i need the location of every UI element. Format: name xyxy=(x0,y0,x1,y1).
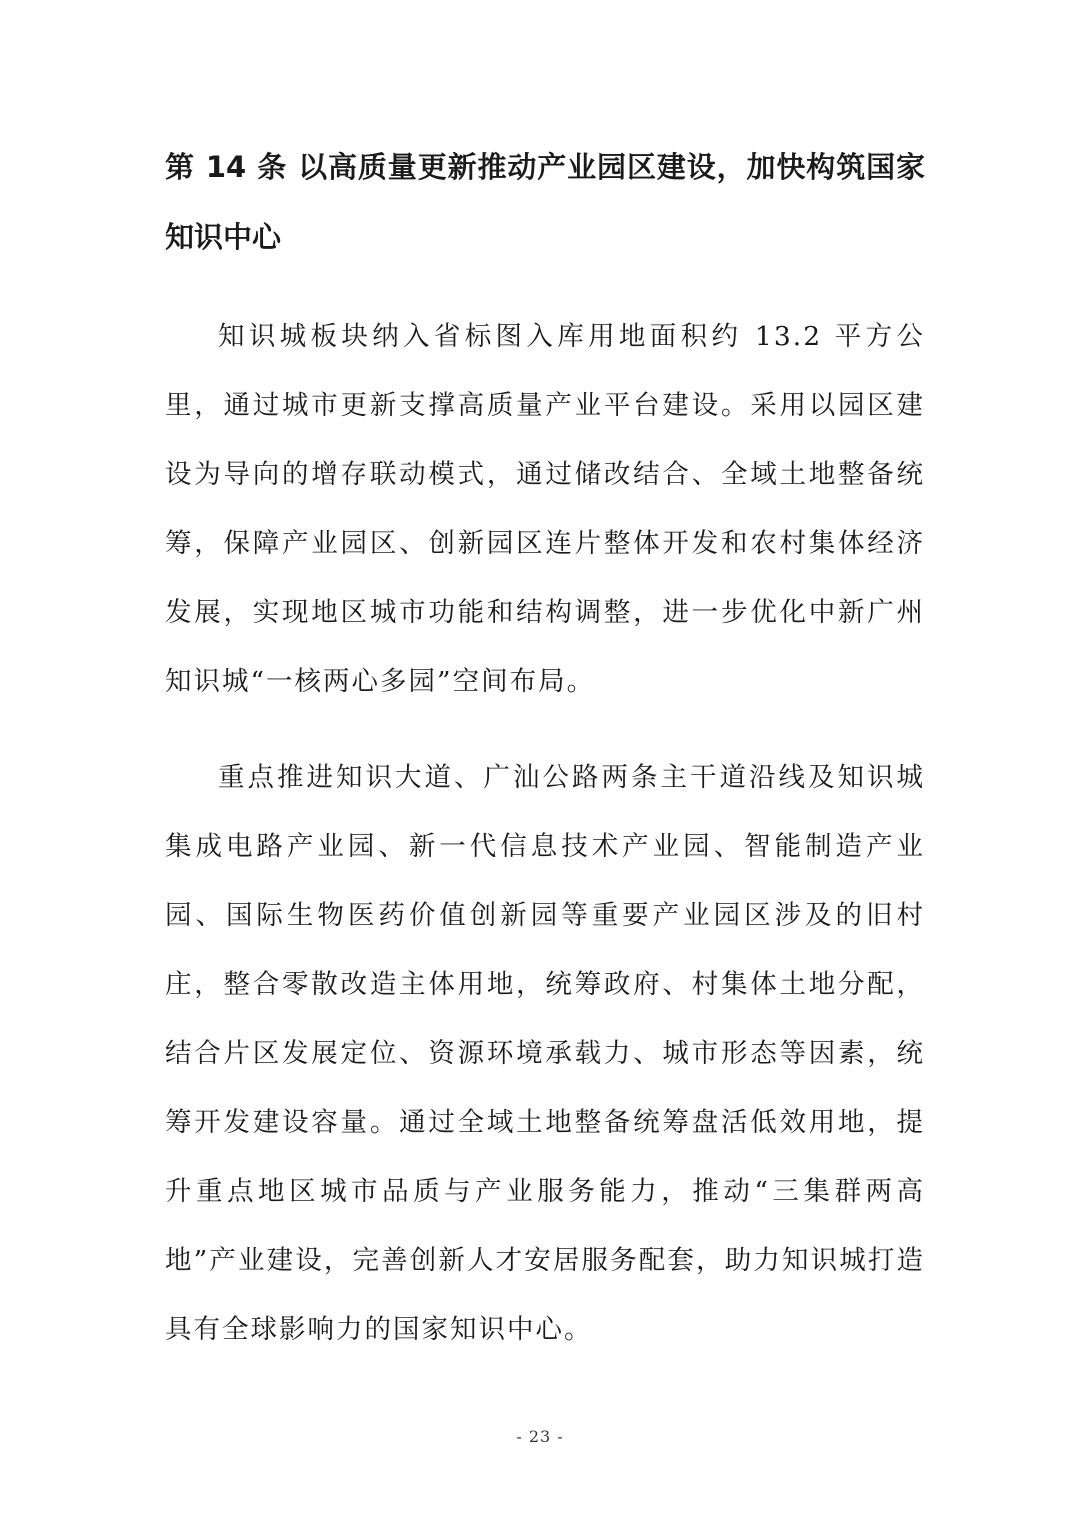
paragraph-land-area: 知识城板块纳入省标图入库用地面积约 13.2 平方公里，通过城市更新支撑高质量产业平台建设。采用以园区建设为导向的增存联动模式，通过储改结合、全域土地整备统筹，保障产业园区、创新园区连片整体开发和农村集体经济发展，实现地区城市功能和结构调整，进一步优化中新广州知识城“一核两心多园”空间布局。 xyxy=(165,321,925,697)
article-body xyxy=(165,132,925,1391)
article-heading: 第 14 条 以高质量更新推动产业园区建设，加快构筑国家知识中心 xyxy=(165,150,925,254)
paragraph-key-projects: 重点推进知识大道、广汕公路两条主干道沿线及知识城集成电路产业园、新一代信息技术产业园、智能制造产业园、国际生物医药价值创新园等重要产业园区涉及的旧村庄，整合零散改造主体用地，统筹政府、村集体土地分配，结合片区发展定位、资源环境承载力、城市形态等因素，统筹开发建设容量。通过全域土地整备统筹盘活低效用地，提升重点地区城市品质与产业服务能力，推动“三集群两高地”产业建设，完善创新人才安居服务配套，助力知识城打造具有全球影响力的国家知识中心。 xyxy=(165,762,925,1345)
page-number: - 23 - xyxy=(516,1427,564,1446)
